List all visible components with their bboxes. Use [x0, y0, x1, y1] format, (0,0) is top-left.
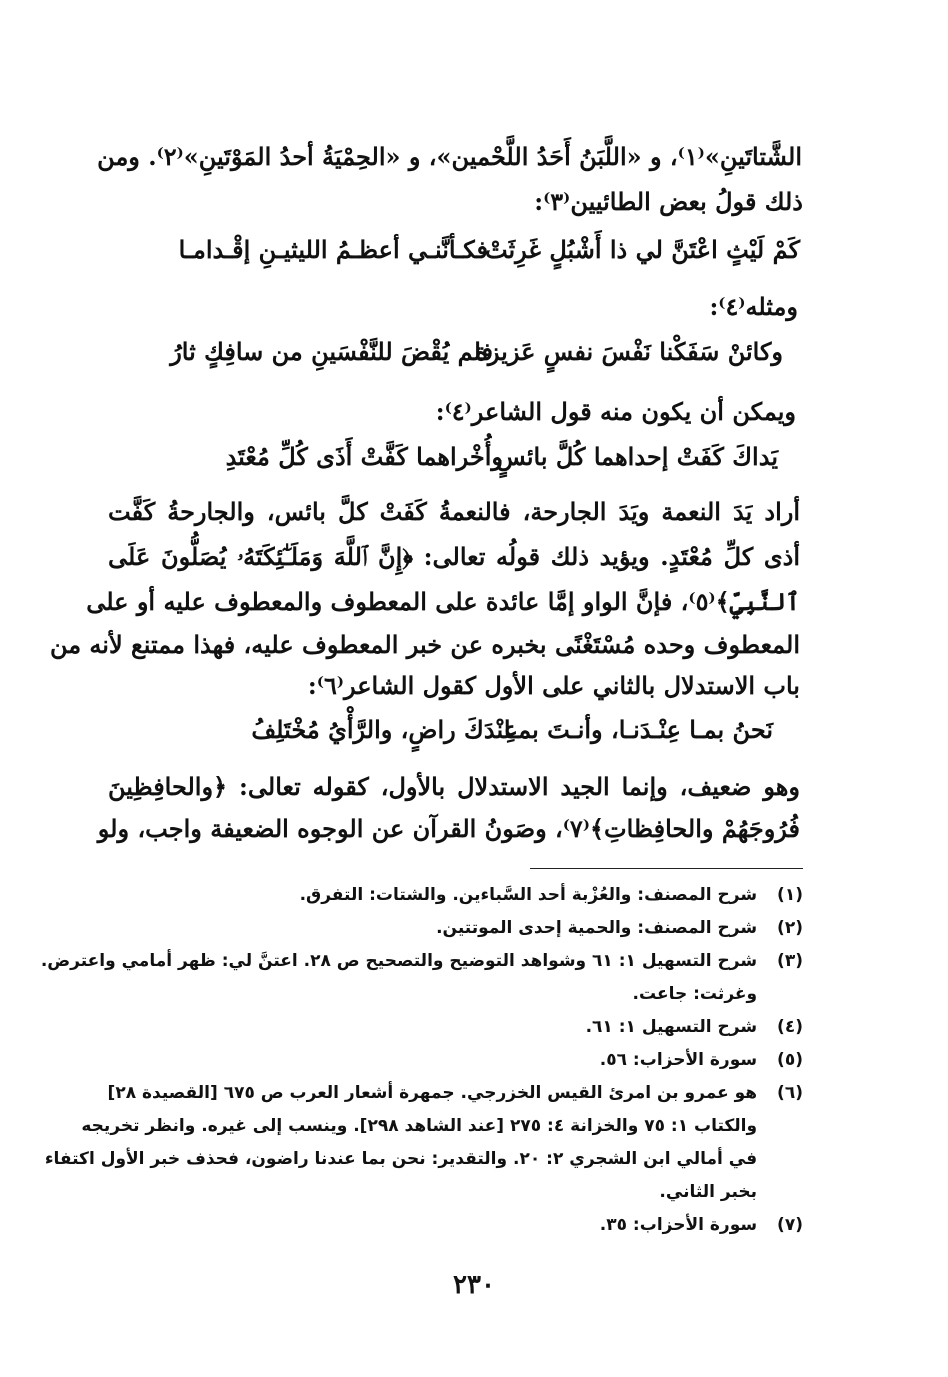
footnote-text: سورة الأحزاب: ٣٥. — [599, 1215, 758, 1235]
footnote-number: (٦) — [777, 1083, 803, 1103]
verse-first-hemistich: يَداكَ كَفَتْ إحداهما كُلَّ بائسٍ — [496, 442, 778, 471]
footnote-number: (٧) — [777, 1215, 803, 1235]
footnote-line — [633, 986, 803, 1003]
page-number: ٢٣٠ — [453, 1270, 495, 1300]
body-line: ذلك قولُ بعض الطائيين⁽٣⁾: — [534, 187, 803, 216]
verse-second-hemistich: فكـأنَّنـي أعظـمُ الليثيـنِ إقْـدامـا — [178, 235, 488, 264]
body-line: المعطوف وحده مُسْتَغْنًى بخبره عن خبر المعطوف عليه، فهذا ممتنع لأنه من — [49, 630, 800, 659]
footnote-number: (٥) — [777, 1050, 803, 1070]
footnote-line — [600, 1052, 803, 1069]
body-line: ويمكن أن يكون منه قول الشاعر⁽٤⁾: — [435, 397, 796, 426]
footnote-line — [300, 887, 803, 904]
footnote-line — [41, 953, 803, 970]
footnote-text: شرح التسهيل ١: ٦١ وشواهد التوضيح والتصحيح ص ٢٨. اعتنَّ لي: ظهر أمامي واعترض. — [40, 951, 758, 971]
footnote-line — [45, 1151, 803, 1168]
footnote-number: (٣) — [777, 951, 803, 971]
footnote-text: شرح المصنف: والعُزْبة أحد السَّباءين. والشتات: التفرق. — [299, 885, 758, 905]
body-line: باب الاستدلال بالثاني على الأول كقول الشاعر⁽٦⁾: — [307, 671, 800, 700]
verse-second-hemistich: فلم يُقْضَ للنَّفْسَينِ من سافِكٍ ثارُ — [170, 337, 493, 366]
footnote-line — [600, 1217, 803, 1234]
verse-first-hemistich: وكائنْ سَفَكْنا نَفْسَ نفسٍ عَزيزة — [475, 337, 783, 366]
footnote-separator — [530, 868, 803, 869]
body-line: أذى كلِّ مُعْتَدٍ. ويؤيد ذلك قولُه تعالى: ﴿إِنَّ ٱللَّهَ وَمَلَـٰٓئِكَتَهُۥ يُصَلُّونَ عَلَى — [108, 542, 800, 571]
footnote-text: والكتاب ١: ٧٥ والخزانة ٤: ٢٧٥ [عند الشاهد ٢٩٨]. وينسب إلى غيره. وانظر تخريجه — [81, 1116, 758, 1136]
footnote-line — [81, 1118, 803, 1135]
verse-first-hemistich: نَحنُ بمـا عِنْـدَنـا، وأنـتَ بمـا — [503, 715, 773, 744]
footnote-line — [586, 1019, 803, 1036]
verse-second-hemistich: عِنْدَكَ راضٍ، والرَّأْيُ مُخْتَلِفُ — [251, 715, 518, 744]
footnote-text: هو عمرو بن امرئ القيس الخزرجي. جمهرة أشعار العرب ص ٦٧٥ [القصيدة ٢٨] — [107, 1083, 758, 1103]
verse-second-hemistich: وأُخْراهما كَفَّتْ أَذَى كُلِّ مُعْتَدِ — [225, 442, 503, 471]
footnote-text: بخبر الثاني. — [659, 1182, 758, 1202]
body-line: ومثله⁽٤⁾: — [709, 292, 798, 321]
body-line: وهو ضعيف، وإنما الجيد الاستدلال بالأول، كقوله تعالى: ﴿والحافِظِينَ — [108, 772, 800, 801]
footnote-number: (٢) — [777, 918, 803, 938]
footnote-line — [436, 920, 803, 937]
body-line: ٱلنَّبِيِّ﴾⁽٥⁾، فإنَّ الواو إمَّا عائدة على المعطوف والمعطوف عليه أو على — [86, 587, 800, 616]
footnote-text: وغرثت: جاعت. — [632, 984, 758, 1004]
footnote-text: سورة الأحزاب: ٥٦. — [599, 1050, 758, 1070]
footnote-text: شرح التسهيل ١: ٦١. — [585, 1017, 758, 1037]
body-line: فُرُوجَهُمْ والحافِظاتِ﴾⁽٧⁾، وصَونُ القرآن عن الوجوه الضعيفة واجب، ولو — [97, 814, 800, 843]
footnote-number: (١) — [777, 885, 803, 905]
body-line: أراد يَدَ النعمة ويَدَ الجارحة، فالنعمةُ كَفَتْ كلَّ بائس، والجارحةُ كَفَّت — [108, 497, 800, 526]
footnote-line — [108, 1085, 803, 1102]
body-line: الشَّتاتَينِ»⁽١⁾، و «اللَّبَنُ أَحَدُ اللَّحْمين»، و «الحِمْيَةُ أحدُ المَوْتَينِ»⁽٢⁾. ومن — [97, 142, 802, 171]
footnote-text: في أمالي ابن الشجري ٢: ٢٠. والتقدير: نحن بما عندنا راضون، فحذف خبر الأول اكتفاء — [44, 1149, 758, 1169]
verse-first-hemistich: كَمْ لَيْثٍ اعْتَنَّ لي ذا أَشْبُلٍ غَرِثَتْ — [484, 235, 800, 264]
footnote-number: (٤) — [777, 1017, 803, 1037]
footnote-text: شرح المصنف: والحمية إحدى الموتتين. — [436, 918, 758, 938]
footnote-line — [659, 1184, 803, 1201]
